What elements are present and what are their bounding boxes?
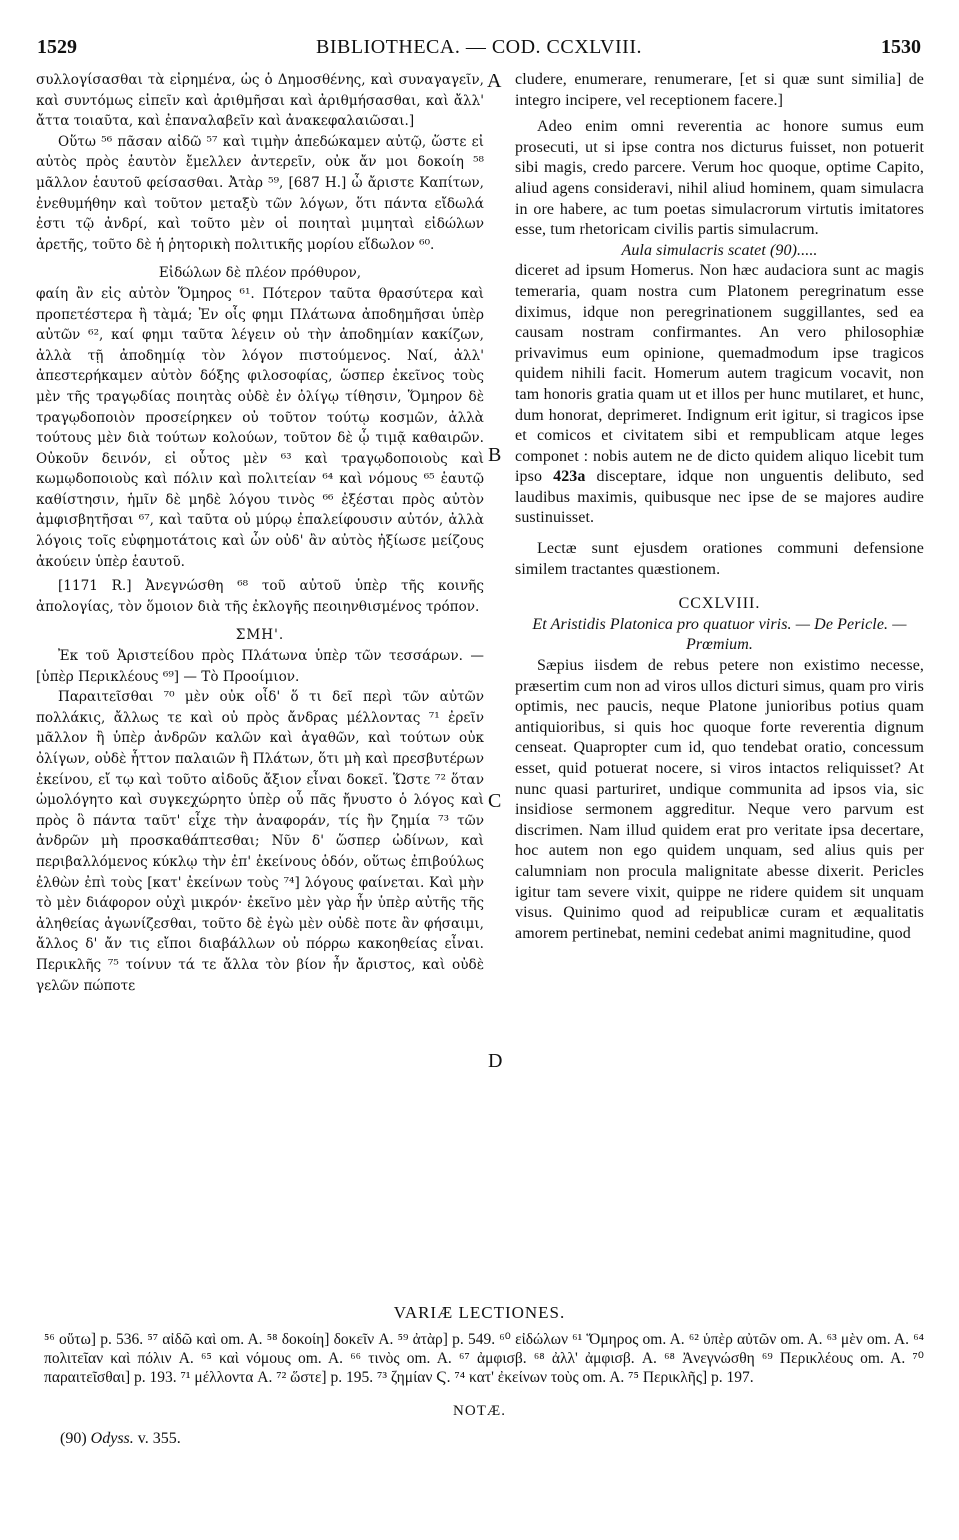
latin-paragraph-2: Adeo enim omni reverentia ac honore sumus eum prosecuti, ut si ipse contra nos dicturus fuisset, non potuerit sibi magis, credo parcere. Verum hoc quoque, optime Capito, aliud agens consideravi, nihil aliud hominem, quam simulacra in ore habere, ac tum poetas simulacrorum virtutis imitatores esse, tum rhetoricam civilis partis simulacrum. [515,118,924,239]
latin-paragraph-4: Lectæ sunt ejusdem orationes communi defensione similem tractantes quæstionem. [515,540,924,578]
footnote-source: Odyss. [90,1430,134,1447]
variae-lectiones-title: VARIÆ LECTIONES. [393,1303,566,1322]
latin-paragraph-3 [515,261,924,529]
marginal-page-mark: 423a [553,468,586,486]
latin-paragraph-5: Sæpius iisdem de rebus petere non existimo necesse, præsertim cum non ad viros ullos dicturi simus, quam pro viris optimis, nec paucis, neque Platone junioribus potius quam antiquioribus, si quis hoc quoque forte reverentia dignum censeat. Quapropter cum id, quo tendebat oratio, concessum esset, quid potuerat nocere, si viros intactos reliquisset? At nunc quasi parturiret, undique communita ad ipsos via, sic insidiose sermonem aggreditur. Neque vero parvum est discrimen. Nam illud quidem erat pro veritate ipsa decertare, hoc autem non ego quidem unquam, sed alius quis per calumniam non procula malignitate abesse dixerit. Pericles igitur tam severe vixit, quippe ne ridere quidem sit unquam visus. Quinimo quod ad reipublicæ curam et æqualitatis amorem pertinebat, nemini cedebat animi magnitudine, quod [515,657,924,942]
latin-column [515,70,924,944]
latin-section-heading: CCXLVIII. [678,595,761,613]
greek-paragraph-4: [1171 R.] Ἀνεγνώσθη ⁶⁸ τοῦ αὐτοῦ ὑπὲρ τῆς κοινῆς ἀπολογίας, τὸν ὅμοιον διὰ τῆς ἐκλογῆς πεοιηνθισμένος τρόπον. [36,578,484,615]
left-page-number: 1529 [37,36,77,58]
greek-column [36,70,484,996]
margin-marker-c: C [488,790,502,812]
variae-lectiones-text: ⁵⁶ οὕτω] p. 536. ⁵⁷ αἰδῶ καὶ om. A. ⁵⁸ δοκοίη] δοκεῖν A. ⁵⁹ ἀτὰρ] p. 549. ⁶⁰ εἰδώλων ⁶¹ Ὅμηρος om. A. ⁶² ὑπὲρ αὐτῶν om. A. ⁶³ μὲν om. A. ⁶⁴ πολιτεῖαν καὶ πόλιν A. ⁶⁵ καὶ νόμους om. A. ⁶⁶ τινὸς om. A. ⁶⁷ ἀμφισβ. ⁶⁸ ἀλλ' ἀμφισβ. A. ⁶⁸ Ἀνεγνώσθη ⁶⁹ Περικλέους om. A. ⁷⁰ παραιτεῖσθαι] p. 193. ⁷¹ μέλλοντα A. ⁷² ὥστε] p. 195. ⁷³ ζημίαν Ϛ. ⁷⁴ κατ' ἐκείνων τοὺς om. A. ⁷⁵ Περικλῆς] p. 197. [44,1331,924,1386]
greek-paragraph-2: Οὕτω ⁵⁶ πᾶσαν αἰδῶ ⁵⁷ καὶ τιμὴν ἀπεδώκαμεν αὐτῷ, ὥστε εἰ αὐτὸς πρὸς ἑαυτὸν ἔμελλεν ἀντερεῖν, οὐκ ἄν μοι δοκοίη ⁵⁸ μᾶλλον ἑαυτοῦ φείσασθαι. Ἀτὰρ ⁵⁹, [687 H.] ὦ ἄριστε Καπίτων, ἐνεθυμήθην καὶ τοῦτον μεταξὺ τῶν λόγων, ὅτι πάντα εἴδωλά ἐστι τῷ ἀνδρί, καὶ τοῦτο μὲν οἱ ποιηταὶ μιμηταὶ εἰδώλων ἀρετῆς, τοῦτο δὲ ἡ ῥητορικὴ πολιτικῆς μορίου εἴδωλον ⁶⁰. [36,133,484,253]
latin-paragraph-3-text: diceret ad ipsum Homerus. Non hæc audaciora sunt ac magis temeraria, quam nostra cum Platonem peregrinatum esse diximus, idque non peregrinationem suggillantes, sed ea causam nostram confirmantes. An vero philosophiæ privavimus eum opinione, quemadmodum ipse tragicos quidem nihili facit. Homerum autem tragicum vocavit, non tam honoris gratia quam ut et illos per hunc mutilaret, et hunc, dum honorat, deprimeret. Indignum erit igitur, si tragicos ipse et comicos et civitatem sibi et rempublicam atque leges componet : nobis autem ne de dicto quidem aliquo licebit tum ipso [515,262,924,486]
greek-section-title: Ἐκ τοῦ Ἀριστείδου πρὸς Πλάτωνα ὑπὲρ τῶν τεσσάρων. — [ὑπὲρ Περικλέους ⁶⁹] — Τὸ Προοίμιον. [36,648,484,685]
greek-paragraph-3: φαίη ἂν εἰς αὐτὸν Ὅμηρος ⁶¹. Πότερον ταῦτα θρασύτερα καὶ προπετέστερα ἢ τὰμά; Ἐν οἷς φημι Πλάτωνα ἀποδημῆσαι ὑπὲρ αὐτῶν ⁶², καί φημι ταῦτα λέγειν οὐ τὴν ἀποδημίαν κακίζων, ἀλλὰ τῇ ἀποδημίᾳ τὸν λόγον πιστούμενος. Ναί, ἀλλ' ἀπεστερήκαμεν αὐτὸν δόξης φιλοσοφίας, ὥσπερ ἐκεῖνος τοὺς μὲν τῆς τραγῳδίας ποιητὰς οὐδὲ ἐν ὀλίγῳ τίθησιν, Ὅμηρον δὲ τραγῳδοποιὸν προσείρηκεν οὐ τοῦτον τούτῳ κοσμῶν, ἀλλὰ τούτους μὲν διὰ τούτων κολούων, τοῦτον δὲ ᾧ τιμᾷ καθαιρῶν. Οὐκοῦν δεινόν, εἰ οὗτος μὲν ⁶³ καὶ τραγῳδοποιοὺς καὶ κωμῳδοποιοὺς καὶ πόλιν καὶ πολιτείαν ⁶⁴ καὶ νόμους ⁶⁵ ἑαυτῷ καθίστησιν, ἡμῖν δὲ μηδὲ λόγου τινὸς ⁶⁶ ἐξέσται πρὸς αὐτὸν ἀμφισβητῆσαι ⁶⁷, καὶ ταῦτα οὐ μύρῳ ἐπαλείφουσιν αὐτόν, ἀλλὰ λόγοις τοῖς εὐφημοτάτοις καὶ ὧν οὐδ' ἂν αὐτὸς ἠξίωσε μείζους ἀκούειν ὑπὲρ ἑαυτοῦ. [36,285,484,570]
margin-marker-d: D [488,1050,503,1072]
margin-marker-a: A [487,70,502,92]
right-page-number: 1530 [881,36,921,58]
running-title: BIBLIOTHECA. — COD. CCXLVIII. [316,36,642,58]
footnote-number: (90) [60,1430,87,1447]
notae-title: NOTÆ. [453,1403,506,1419]
greek-verse: Εἰδώλων δὲ πλέον πρόθυρον, [158,265,362,282]
latin-verse: Aula simulacris scatet (90)..... [621,241,818,259]
margin-marker-b: B [488,444,502,466]
footnote-reference: v. 355. [137,1430,181,1447]
running-header [37,36,921,62]
greek-paragraph-1: συλλογίσασθαι τὰ εἰρημένα, ὡς ὁ Δημοσθένης, καὶ συναγαγεῖν, καὶ συντόμως εἰπεῖν καὶ ἀριθμῆσαι καὶ ἀριθμήσασθαι, καὶ ἄλλ' ἄττα τοιαῦτα, καὶ ἐπαναλαβεῖν καὶ ἀνακεφαλαιῶσαι.] [36,72,484,130]
footnote-90 [60,1430,181,1448]
latin-section-subheading: Et Aristidis Platonica pro quatuor viris. — De Pericle. — Prœmium. [532,615,907,654]
latin-paragraph-1: cludere, enumerare, renumerare, [et si quæ sunt similia] de integro incipere, vel receptionem facere.] [515,71,924,109]
greek-paragraph-5: Παραιτεῖσθαι ⁷⁰ μὲν οὐκ οἶδ' ὅ τι δεῖ περὶ τῶν αὐτῶν πολλάκις, ἄλλως τε καὶ οὐ πρὸς ἄνδρας μέλλοντας ⁷¹ ἐρεῖν μᾶλλον ἢ ὑπὲρ ἀνδρῶν καλῶν καὶ ἀγαθῶν, καὶ τούτων οὐκ ὀλίγων, οὐδὲ ἧττον παλαιῶν ἢ Πλάτων, ὅτι μὴ καὶ πρεσβυτέρων ἐκείνου, εἴ τῳ καὶ τοῦτο αἰδοῦς ἄξιον εἶναι δοκεῖ. Ὥστε ⁷² ὅταν ὡμολόγητο καὶ συγκεχώρητο ὑπὲρ οὗ πᾶς ἤνυστο ὁ λόγος καὶ πρὸς ὃ πάντα ταῦτ' εἶχε τὴν ἀναφοράν, τίς ἢν ζημία ⁷³ τῶν ἀνδρῶν μὴ προσκαθάπτεσθαι; Νῦν δ' ὥσπερ ὠδίνων, καὶ περιβαλλόμενος κύκλῳ τὴν ἐπ' ἐκείνους ὁδόν, οὕτως ἐπιβούλως ἐλθὼν ἐπὶ τοὺς [κατ' ἐκείνων τοὺς ⁷⁴] λόγους φαίνεται. Καὶ μὴν τὸ μὲν διάφορον οὐχὶ μικρόν· ἐκεῖνο μὲν γὰρ ἦν ὑπὲρ αὐτῆς τῆς ἀληθείας ἀγωνίζεσθαι, τοῦτο δὲ ἐγὼ μὲν οὐδὲ ποτε ἂν φήσαιμι, ἄλλος δ' ἄν τις εἴποι διαβάλλων οὐ πόρρω κακοηθείας εἶναι. Περικλῆς ⁷⁵ τοίνυν τά τε ἄλλα τὸν βίον ἦν ἄριστος, καὶ οὐδὲ γελῶν πώποτε [36,689,484,994]
greek-section-heading: ΣΜΗ'. [235,627,285,644]
latin-paragraph-3-end: disceptare, idque non unguentis delibuto, sed laudibus maximis, quibusque nec ipse de se majores audire sustinuisset. [515,468,924,527]
